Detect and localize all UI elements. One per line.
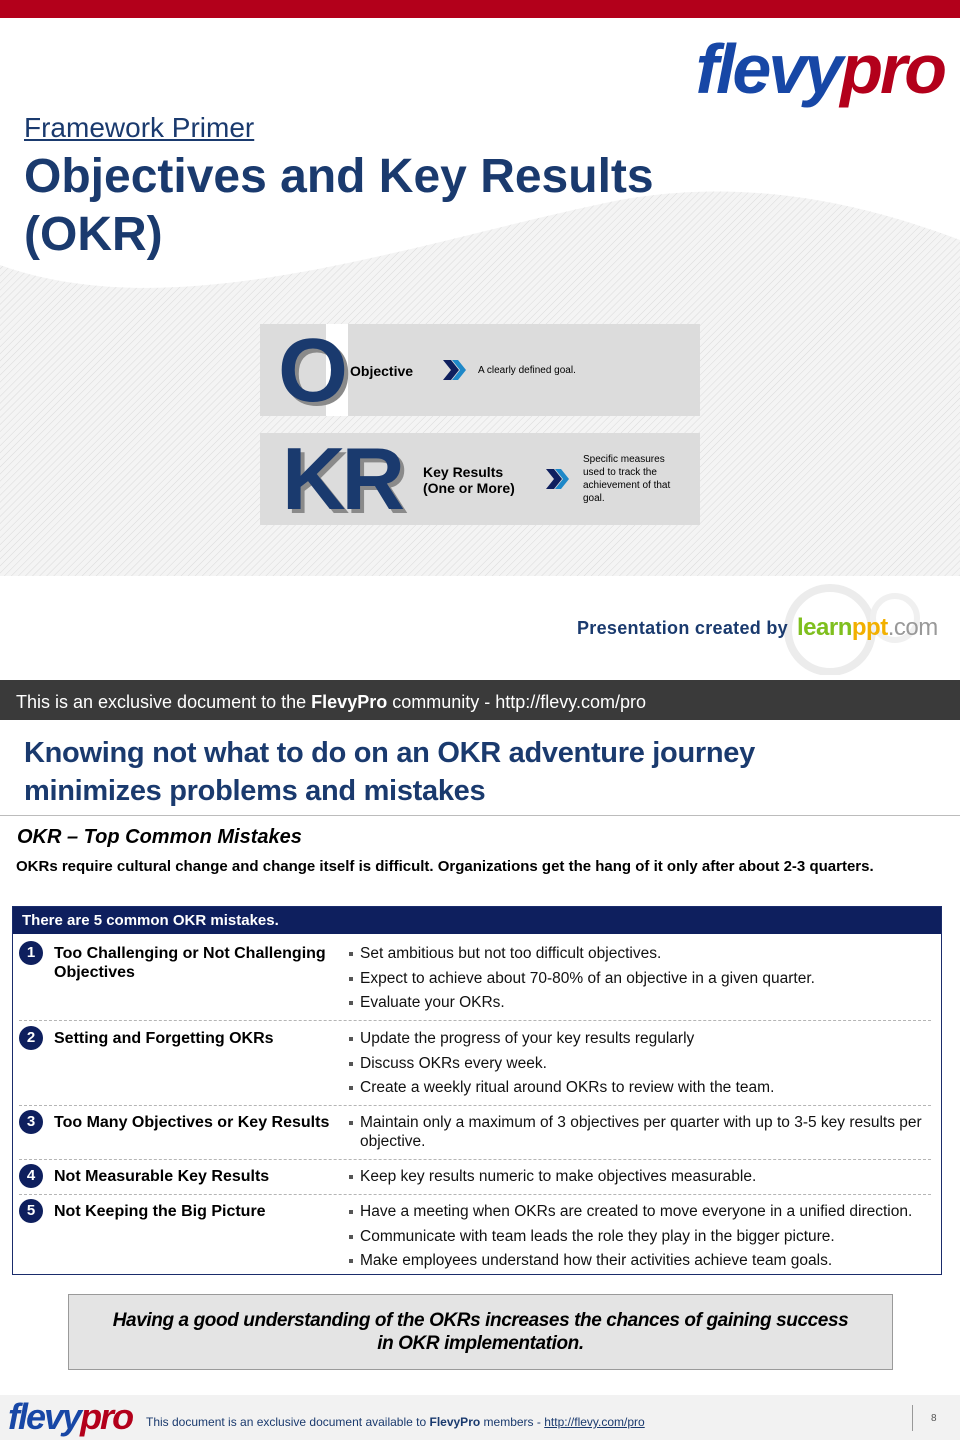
footer-text: This document is an exclusive document available to FlevyPro members - http://flevy.com/pro	[146, 1415, 645, 1429]
table-header: There are 5 common OKR mistakes.	[13, 907, 941, 934]
key-results-label: Key Results (One or More)	[423, 464, 515, 496]
content-slide	[0, 720, 960, 1440]
key-results-letters: KR	[282, 429, 402, 528]
number-badge: 2	[19, 1026, 43, 1050]
conclusion-callout: Having a good understanding of the OKRs increases the chances of gaining success in OKR implementation.	[68, 1294, 893, 1370]
objective-box	[260, 321, 700, 421]
chevron-right-icon	[544, 467, 570, 491]
page-footer	[0, 1395, 960, 1440]
key-results-description: Specific measures used to track the achievement of that goal.	[583, 454, 671, 504]
page-number: 8	[931, 1413, 937, 1424]
objective-label: Objective	[350, 363, 414, 379]
learnppt-logo: learnppt.com	[797, 614, 938, 641]
top-red-bar	[0, 0, 960, 18]
mistake-title: Not Measurable Key Results	[54, 1168, 270, 1185]
number-badge: 4	[19, 1164, 43, 1188]
key-results-box	[260, 429, 700, 528]
mistake-title: Too Challenging or Not Challenging Objectives	[54, 945, 326, 981]
mistake-title: Too Many Objectives or Key Results	[54, 1114, 330, 1131]
list-item: Make employees understand how their activities achieve team goals.	[347, 1251, 937, 1270]
flevypro-logo: flevypro	[695, 30, 944, 108]
list-item: Discuss OKRs every week.	[347, 1054, 937, 1073]
table-row	[19, 1164, 931, 1195]
chevron-right-icon	[441, 358, 467, 382]
number-badge: 5	[19, 1199, 43, 1223]
remedy-list	[347, 1029, 937, 1103]
cover-title: Objectives and Key Results (OKR)	[24, 150, 654, 261]
mistake-title: Not Keeping the Big Picture	[54, 1203, 266, 1220]
flevy-pro-link[interactable]: http://flevy.com/pro	[544, 1415, 645, 1429]
slide-subtitle: OKR – Top Common Mistakes	[17, 826, 302, 848]
remedy-list	[347, 944, 937, 1018]
exclusive-banner: This is an exclusive document to the FlevyPro community - http://flevy.com/pro	[0, 680, 960, 720]
framework-primer-label: Framework Primer	[24, 112, 255, 143]
flevypro-footer-logo: flevypro	[8, 1396, 133, 1437]
headline-divider	[0, 815, 960, 816]
intro-paragraph: OKRs require cultural change and change itself is difficult. Organizations get the hang of it only after about 2-3 quarters.	[16, 858, 874, 875]
table-row	[19, 941, 931, 1021]
objective-letter: O	[278, 321, 349, 421]
number-badge: 3	[19, 1110, 43, 1134]
list-item: Keep key results numeric to make objectives measurable.	[347, 1167, 937, 1186]
remedy-list	[347, 1113, 937, 1157]
list-item: Maintain only a maximum of 3 objectives per quarter with up to 3-5 key results per objective.	[347, 1113, 937, 1151]
number-badge: 1	[19, 941, 43, 965]
table-row	[19, 1199, 931, 1273]
cover-slide	[0, 0, 960, 680]
objective-description: A clearly defined goal.	[478, 365, 576, 376]
slide-headline: Knowing not what to do on an OKR adventure journey minimizes problems and mistakes	[24, 737, 755, 807]
table-row	[19, 1110, 931, 1160]
list-item: Update the progress of your key results regularly	[347, 1029, 937, 1048]
remedy-list	[347, 1202, 937, 1276]
remedy-list	[347, 1167, 937, 1192]
list-item: Expect to achieve about 70-80% of an objective in a given quarter.	[347, 969, 937, 988]
list-item: Set ambitious but not too difficult objectives.	[347, 944, 937, 963]
list-item: Communicate with team leads the role they play in the bigger picture.	[347, 1227, 937, 1246]
mistake-title: Setting and Forgetting OKRs	[54, 1030, 274, 1047]
footer-divider	[912, 1405, 913, 1431]
list-item: Create a weekly ritual around OKRs to review with the team.	[347, 1078, 937, 1097]
list-item: Have a meeting when OKRs are created to move everyone in a unified direction.	[347, 1202, 937, 1221]
table-row	[19, 1026, 931, 1106]
mistakes-table	[12, 906, 942, 1275]
list-item: Evaluate your OKRs.	[347, 993, 937, 1012]
presentation-credit: Presentation created by	[577, 618, 788, 638]
